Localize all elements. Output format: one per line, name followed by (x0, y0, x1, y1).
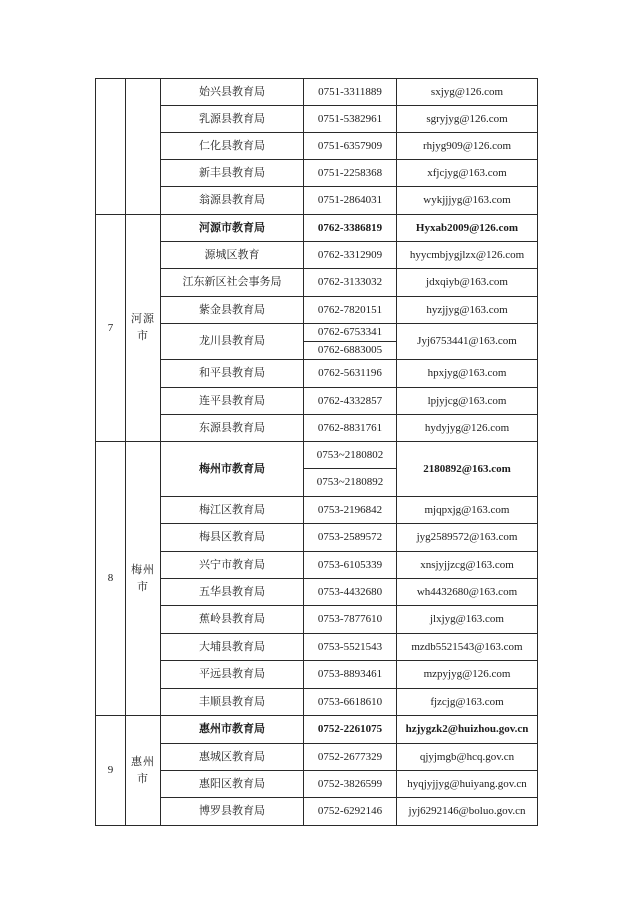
phone-cell: 0753-6618610 (304, 689, 397, 716)
table-row (96, 360, 538, 388)
bureau-name-cell: 始兴县教育局 (161, 79, 304, 106)
table-row (96, 160, 538, 187)
phone-cell: 0762-3133032 (304, 269, 397, 297)
email-cell: wh4432680@163.com (397, 579, 538, 606)
bureau-name-cell: 翁源县教育局 (161, 187, 304, 215)
bureau-name-cell: 和平县教育局 (161, 360, 304, 388)
table-row (96, 215, 538, 242)
phone-cell: 0762-3312909 (304, 242, 397, 269)
city-cell (126, 215, 161, 442)
email-cell: xfjcjyg@163.com (397, 160, 538, 187)
table-row (96, 771, 538, 798)
bureau-name-cell: 博罗县教育局 (161, 798, 304, 826)
section-number-cell: 8 (96, 442, 126, 716)
bureau-name-cell: 蕉岭县教育局 (161, 606, 304, 634)
bureau-name-cell: 新丰县教育局 (161, 160, 304, 187)
email-cell: jdxqiyb@163.com (397, 269, 538, 297)
email-cell: 2180892@163.com (397, 442, 538, 497)
city-name: 惠州市 (131, 755, 155, 785)
table-row (96, 297, 538, 324)
email-cell: Hyxab2009@126.com (397, 215, 538, 242)
bureau-name-cell: 梅县区教育局 (161, 524, 304, 552)
phone-cell: 0762-4332857 (304, 388, 397, 415)
bureau-name-cell: 东源县教育局 (161, 415, 304, 442)
bureau-name-cell: 乳源县教育局 (161, 106, 304, 133)
email-cell: mzpyjyg@126.com (397, 661, 538, 689)
table-row (96, 388, 538, 415)
phone-cell: 0753-6105339 (304, 552, 397, 579)
phone-cell: 0753~2180802 (304, 442, 397, 469)
email-cell: fjzcjg@163.com (397, 689, 538, 716)
table-row (96, 133, 538, 160)
phone-cell: 0752-6292146 (304, 798, 397, 826)
bureau-name-cell: 惠阳区教育局 (161, 771, 304, 798)
table-row (96, 106, 538, 133)
contact-table-body (96, 79, 538, 826)
phone-cell: 0753-4432680 (304, 579, 397, 606)
phone-cell: 0753~2180892 (304, 469, 397, 497)
bureau-name-cell: 惠城区教育局 (161, 744, 304, 771)
table-row (96, 79, 538, 106)
bureau-name-cell: 五华县教育局 (161, 579, 304, 606)
email-cell: wykjjjyg@163.com (397, 187, 538, 215)
bureau-name-cell: 梅州市教育局 (161, 442, 304, 497)
email-cell: hydyjyg@126.com (397, 415, 538, 442)
table-row (96, 324, 538, 342)
table-row (96, 661, 538, 689)
bureau-name-cell: 江东新区社会事务局 (161, 269, 304, 297)
phone-cell: 0751-5382961 (304, 106, 397, 133)
phone-cell: 0751-6357909 (304, 133, 397, 160)
phone-cell: 0752-2261075 (304, 716, 397, 744)
bureau-name-cell: 兴宁市教育局 (161, 552, 304, 579)
table-row (96, 552, 538, 579)
email-cell: hyzjjyg@163.com (397, 297, 538, 324)
email-cell: lpjyjcg@163.com (397, 388, 538, 415)
phone-cell: 0753-2196842 (304, 497, 397, 524)
email-cell: hyqjyjjyg@huiyang.gov.cn (397, 771, 538, 798)
phone-cell: 0753-5521543 (304, 634, 397, 661)
phone-cell: 0751-3311889 (304, 79, 397, 106)
email-cell: qjyjmgb@hcq.gov.cn (397, 744, 538, 771)
table-row (96, 579, 538, 606)
email-cell: mjqpxjg@163.com (397, 497, 538, 524)
bureau-name-cell: 仁化县教育局 (161, 133, 304, 160)
phone-cell: 0752-2677329 (304, 744, 397, 771)
bureau-name-cell: 惠州市教育局 (161, 716, 304, 744)
city-name: 河源市 (131, 313, 155, 342)
table-row (96, 689, 538, 716)
email-cell: mzdb5521543@163.com (397, 634, 538, 661)
phone-cell: 0762-6753341 (304, 324, 397, 342)
bureau-name-cell: 梅江区教育局 (161, 497, 304, 524)
email-cell: rhjyg909@126.com (397, 133, 538, 160)
table-row (96, 442, 538, 469)
section-number-cell: 9 (96, 716, 126, 826)
city-cell (126, 442, 161, 716)
email-cell: hzjygzk2@huizhou.gov.cn (397, 716, 538, 744)
table-row (96, 798, 538, 826)
bureau-name-cell: 大埔县教育局 (161, 634, 304, 661)
table-row (96, 242, 538, 269)
bureau-name-cell: 丰顺县教育局 (161, 689, 304, 716)
email-cell: jlxjyg@163.com (397, 606, 538, 634)
phone-cell: 0752-3826599 (304, 771, 397, 798)
phone-cell: 0751-2864031 (304, 187, 397, 215)
bureau-name-cell: 河源市教育局 (161, 215, 304, 242)
section-number-cell (96, 79, 126, 215)
email-cell: Jyj6753441@163.com (397, 324, 538, 360)
table-row (96, 415, 538, 442)
phone-cell: 0762-3386819 (304, 215, 397, 242)
bureau-name-cell: 连平县教育局 (161, 388, 304, 415)
table-row (96, 524, 538, 552)
table-row (96, 716, 538, 744)
bureau-name-cell: 源城区教育 (161, 242, 304, 269)
phone-cell: 0753-8893461 (304, 661, 397, 689)
city-cell (126, 79, 161, 215)
bureau-name-cell: 龙川县教育局 (161, 324, 304, 360)
table-row (96, 187, 538, 215)
email-cell: xnsjyjjzcg@163.com (397, 552, 538, 579)
phone-cell: 0762-7820151 (304, 297, 397, 324)
email-cell: hpxjyg@163.com (397, 360, 538, 388)
city-name: 梅州市 (131, 563, 155, 593)
phone-cell: 0762-8831761 (304, 415, 397, 442)
table-row (96, 497, 538, 524)
contact-table (95, 78, 538, 826)
email-cell: sgryjyg@126.com (397, 106, 538, 133)
email-cell: sxjyg@126.com (397, 79, 538, 106)
bureau-name-cell: 紫金县教育局 (161, 297, 304, 324)
bureau-name-cell: 平远县教育局 (161, 661, 304, 689)
email-cell: jyj6292146@boluo.gov.cn (397, 798, 538, 826)
table-row (96, 606, 538, 634)
phone-cell: 0762-5631196 (304, 360, 397, 388)
email-cell: hyycmbjygjlzx@126.com (397, 242, 538, 269)
section-number-cell: 7 (96, 215, 126, 442)
table-row (96, 744, 538, 771)
phone-cell: 0762-6883005 (304, 342, 397, 360)
table-row (96, 634, 538, 661)
phone-cell: 0753-2589572 (304, 524, 397, 552)
table-row (96, 269, 538, 297)
city-cell (126, 716, 161, 826)
email-cell: jyg2589572@163.com (397, 524, 538, 552)
phone-cell: 0751-2258368 (304, 160, 397, 187)
phone-cell: 0753-7877610 (304, 606, 397, 634)
